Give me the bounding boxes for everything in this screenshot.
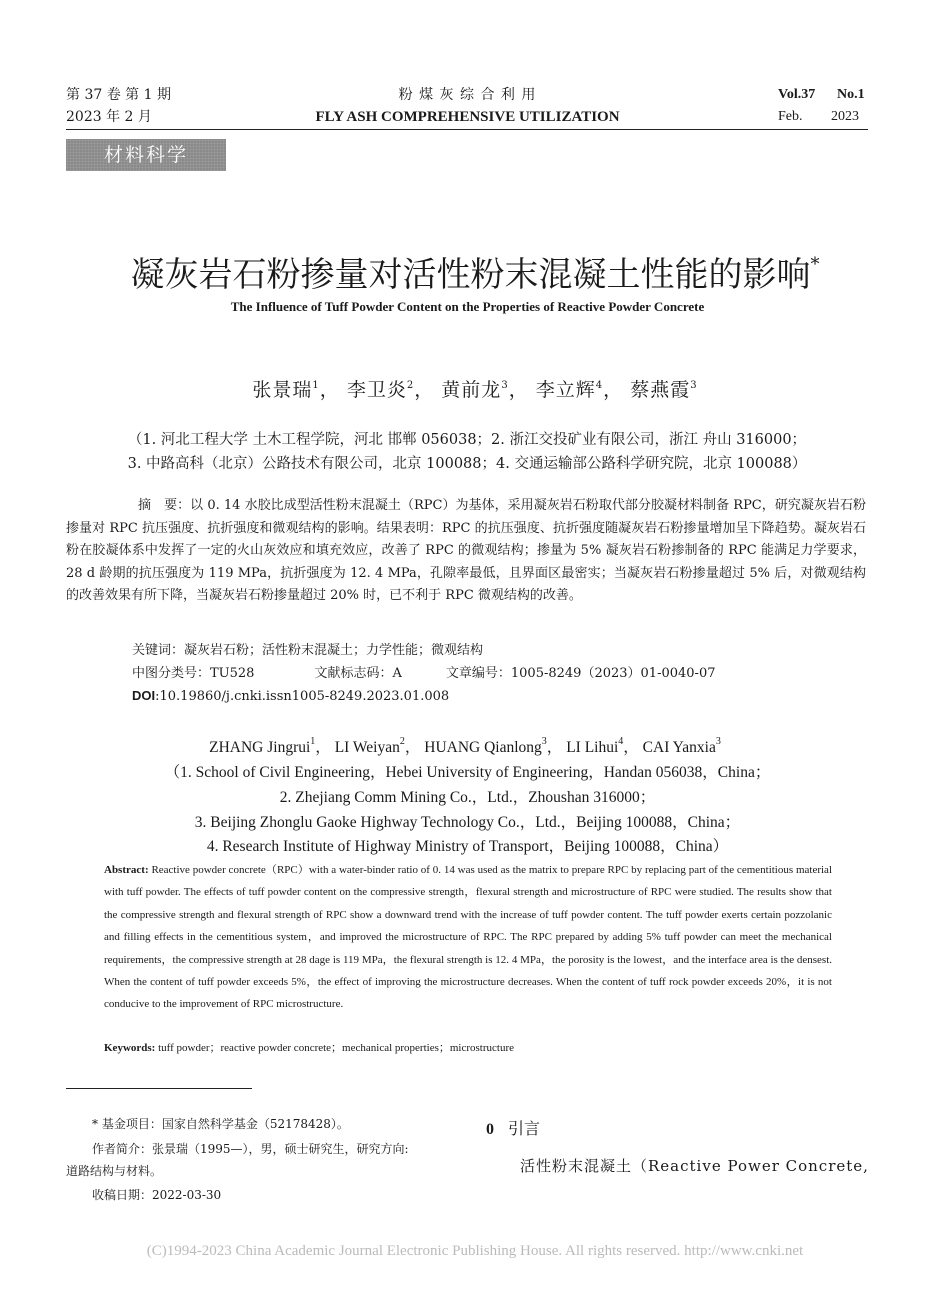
author-cn: 张景瑞 [252,379,313,401]
affiliation-cn-line: （1. 河北工程大学 土木工程学院，河北 邯郸 056038；2. 浙江交投矿业有限公司，浙江 舟山 316000； [127,432,807,448]
title-cn-text: 凝灰岩石粉掺量对活性粉末混凝土性能的影响 [130,255,811,295]
author-sup: 3 [715,736,721,747]
footnote-funding: * 基金项目：国家自然科学基金（52178428）。 [92,1117,349,1131]
article-no-label: 文章编号： [445,666,511,681]
abstract-en-label: Abstract [104,864,145,876]
author-sup: 3 [501,380,509,391]
article-no-value: 1005-8249（2023）01-0040-07 [510,666,716,681]
author-en: ZHANG Jingrui [209,739,311,756]
title-en: The Influence of Tuff Powder Content on the Properties of Reactive Powder Concrete [230,299,705,314]
abstract-en-text: Reactive powder concrete（RPC）with a water-binder ratio of 0. 14 was used as the matrix to prepare RPC by replacing part of the cementitious material with tuff powder. The effects of tuff powder content on the compressive strength，flexural strength and microstructure of RPC were studied. The results show that the compressive strength and flexural strength of RPC show a downward trend with the increase of tuff powder content. The tuff powder exerts certain pozzolanic and filling effects in the cementitious system，and improved the microstructure of RPC. The RPC prepared by adding 5% tuff powder can meet the mechanical requirements，the compressive strength at 28 dage is 119 MPa，the flexural strength is 12. 4 MPa，the porosity is the lowest，and the interface area is the densest. When the content of tuff powder exceeds 5%，the effect of improving the microstructure decreases. When the content of tuff rock powder exceeds 20%，it is not conducive to the improvement of RPC microstructure. [104,864,833,1011]
separator: ， [315,739,331,756]
author-sup: 2 [399,736,405,747]
volume-en: Vol.37 [778,87,816,102]
copyright-notice: (C)1994-2023 China Academic Journal Electronic Publishing House. All rights reserved. http://www.cnki.net [146,1243,804,1259]
intro-paragraph: 活性粉末混凝土（Reactive Power Concrete, [520,1157,869,1175]
separator: ， [414,379,435,401]
footnote-received-date: 收稿日期：2022-03-30 [92,1188,222,1202]
affiliation-en-line: 4. Research Institute of Highway Ministry of Transport，Beijing 100088，China） [206,838,729,855]
issue-en: No.1 [837,87,865,102]
doi-line [132,688,449,704]
keywords-en-text: tuff powder；reactive powder concrete；mechanical properties；microstructure [158,1042,515,1054]
abstract-en [104,859,832,1016]
keywords-cn [132,640,483,662]
affiliation-en-line: 2. Zhejiang Comm Mining Co.，Ltd.，Zhoushan 316000； [279,789,656,806]
author-sup: 2 [406,380,415,391]
separator: ， [319,379,340,401]
author-en: LI Weiyan [334,739,400,756]
abstract-cn-label: 摘 要： [138,498,191,513]
authors-en [0,735,930,757]
author-sup: 3 [690,380,698,391]
colon: : [151,1042,159,1054]
author-cn: 李卫炎 [346,379,407,401]
keywords-en [104,1039,514,1055]
header-rule [66,129,868,130]
affiliation-cn-line: 3. 中路高科（北京）公路技术有限公司，北京 100088；4. 交通运输部公路科学研究院，北京 100088） [127,456,807,472]
author-cn: 李立辉 [535,379,596,401]
classification-line [132,663,716,685]
keywords-en-label: Keywords [104,1042,152,1054]
authors-cn [0,375,950,402]
volume-issue-cn: 第 37 卷 第 1 期 [66,87,171,103]
separator: ， [546,739,563,756]
keywords-cn-text: 凝灰岩石粉；活性粉末混凝土；力学性能；微观结构 [184,643,484,658]
abstract-cn-text: 以 0. 14 水胶比成型活性粉末混凝土（RPC）为基体，采用凝灰岩石粉取代部分胶凝材料制备 RPC，研究凝灰岩石粉掺量对 RPC 抗压强度、抗折强度和微观结构的影响。结果表明：RPC 的抗压强度、抗折强度随凝灰岩石粉掺量增加呈下降趋势。凝灰岩石粉在胶凝体系中发挥了一定的火山灰效应和填充效应，改善了 RPC 的微观结构；掺量为 5% 凝灰岩石粉掺制备的 RPC 能满足力学要求，28 d 龄期的抗压强度为 119 MPa，抗折强度为 12. 4 MPa，孔隙率最低，且界面区最密实；当凝灰岩石粉掺量超过 5% 后，对微观结构的改善效果有所下降，当凝灰岩石粉掺量超过 20% 时，已不利于 RPC 微观结构的改善。 [66,498,866,603]
author-cn: 黄前龙 [441,379,502,401]
title-cn [0,243,950,297]
author-en: LI Lihui [566,739,619,756]
separator: ， [404,739,421,756]
doc-code-label: 文献标志码： [314,666,393,681]
clc-label: 中图分类号： [132,666,211,681]
separator: ， [603,379,624,401]
month-en: Feb. [778,109,803,124]
author-en: HUANG Qianlong [424,739,542,756]
clc-value: TU528 [210,666,255,681]
author-sup: 4 [618,736,624,747]
author-en: CAI Yanxia [642,739,716,756]
footnote-author-bio-cont: 道路结构与材料。 [66,1164,163,1178]
doi-value: :10.19860/j.cnki.issn1005-8249.2023.01.008 [155,689,450,704]
abstract-cn [66,495,866,608]
author-sup: 4 [595,380,604,391]
affiliation-en-line: （1. School of Civil Engineering，Hebei University of Engineering，Handan 056038，China； [164,764,771,781]
year-en: 2023 [831,109,859,124]
journal-name-en: FLY ASH COMPREHENSIVE UTILIZATION [315,109,620,125]
title-footnote-mark: * [810,254,820,275]
keywords-cn-label: 关键词： [132,643,185,658]
author-sup: 1 [312,380,320,391]
section-tag: 材料科学 [66,139,226,171]
section-heading [486,1116,540,1139]
separator: ， [508,379,529,401]
doc-code-value: A [392,666,402,681]
doi-label: DOI [132,688,156,703]
separator: ， [623,739,639,756]
affiliation-en-line: 3. Beijing Zhonglu Gaoke Highway Technology Co.，Ltd.，Beijing 100088，China； [194,814,741,831]
author-sup: 3 [541,736,547,747]
footnote-rule [66,1088,252,1089]
section-title: 引言 [508,1119,541,1138]
journal-name-cn: 粉 煤 灰 综 合 利 用 [398,87,537,103]
author-cn: 蔡燕霞 [630,379,691,401]
colon: : [144,864,152,876]
date-cn: 2023 年 2 月 [66,109,152,125]
author-sup: 1 [310,736,316,747]
footnote-author-bio: 作者简介：张景瑞（1995—），男，硕士研究生，研究方向: [92,1142,409,1156]
section-number: 0 [486,1121,494,1138]
